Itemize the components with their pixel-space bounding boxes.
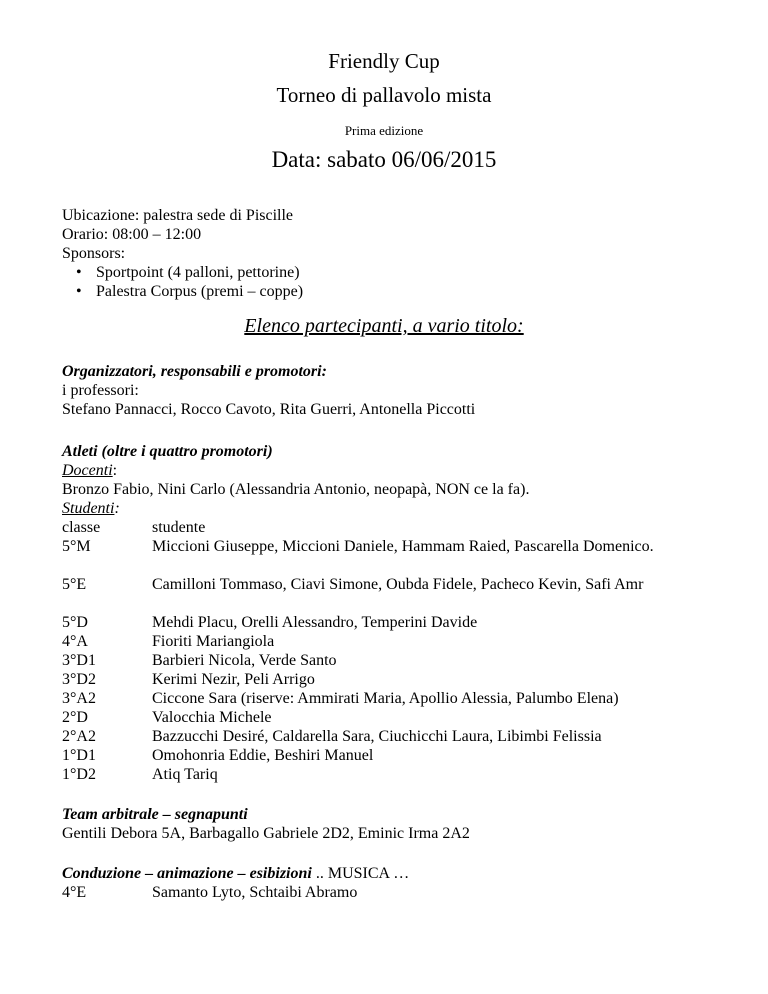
referees-heading: Team arbitrale – segnapunti xyxy=(62,806,248,823)
sponsor-item xyxy=(76,282,303,301)
studenti-label xyxy=(62,499,120,518)
document-title: Friendly Cup xyxy=(328,49,440,73)
studenti-label-text: Studenti xyxy=(62,500,115,517)
table-row-class: 5°M xyxy=(62,538,91,555)
athletes-heading: Atleti (oltre i quattro promotori) xyxy=(62,443,273,460)
table-row-names: Valocchia Michele xyxy=(152,709,272,726)
table-row-class: 3°D2 xyxy=(62,671,96,688)
conduction-names: Samanto Lyto, Schtaibi Abramo xyxy=(152,884,358,901)
table-row-class: 2°D xyxy=(62,709,88,726)
conduction-class: 4°E xyxy=(62,884,87,901)
referees-names: Gentili Debora 5A, Barbagallo Gabriele 2D2, Eminic Irma 2A2 xyxy=(62,825,470,842)
edition-label: Prima edizione xyxy=(344,123,424,138)
docenti-colon: : xyxy=(112,462,118,479)
table-row-names: Omohonria Eddie, Beshiri Manuel xyxy=(152,747,374,764)
table-row-class: 1°D2 xyxy=(62,766,96,783)
conduction-line xyxy=(62,864,409,883)
sponsor-text: Sportpoint (4 palloni, pettorine) xyxy=(96,264,300,281)
table-row-names: Ciccone Sara (riserve: Ammirati Maria, Apollio Alessia, Palumbo Elena) xyxy=(152,690,619,707)
document-subtitle: Torneo di pallavolo mista xyxy=(276,83,492,107)
table-row-names: Camilloni Tommaso, Ciavi Simone, Oubda Fidele, Pacheco Kevin, Safi Amr xyxy=(152,576,644,593)
studenti-colon: : xyxy=(114,500,120,517)
docenti-label xyxy=(62,461,117,480)
table-row-names: Kerimi Nezir, Peli Arrigo xyxy=(152,671,315,688)
table-row-names: Barbieri Nicola, Verde Santo xyxy=(152,652,337,669)
table-row-names: Bazzucchi Desiré, Caldarella Sara, Ciuchicchi Laura, Libimbi Felissia xyxy=(152,728,602,745)
class-column-header: classe xyxy=(62,519,101,536)
table-row-class: 3°D1 xyxy=(62,652,96,669)
table-row-class: 3°A2 xyxy=(62,690,96,707)
table-row-names: Mehdi Placu, Orelli Alessandro, Temperini Davide xyxy=(152,614,478,631)
bullet-icon: • xyxy=(76,264,82,281)
table-row-class: 2°A2 xyxy=(62,728,96,745)
sponsors-label: Sponsors: xyxy=(62,245,126,262)
table-row-names: Miccioni Giuseppe, Miccioni Daniele, Hammam Raied, Pascarella Domenico. xyxy=(152,538,654,555)
conduction-heading: Conduzione – animazione – esibizioni xyxy=(62,865,312,882)
event-date: Data: sabato 06/06/2015 xyxy=(271,147,497,172)
table-row-names: Atiq Tariq xyxy=(152,766,218,783)
table-row-class: 4°A xyxy=(62,633,88,650)
sponsor-item xyxy=(76,263,300,282)
organizers-intro: i professori: xyxy=(62,382,139,399)
participants-heading: Elenco partecipanti, a vario titolo: xyxy=(244,315,524,337)
table-row-class: 1°D1 xyxy=(62,747,96,764)
music-label: .. MUSICA … xyxy=(311,865,410,882)
table-row-class: 5°E xyxy=(62,576,87,593)
time-line: Orario: 08:00 – 12:00 xyxy=(62,226,202,243)
organizers-names: Stefano Pannacci, Rocco Cavoto, Rita Guerri, Antonella Piccotti xyxy=(62,401,476,418)
docenti-label-text: Docenti xyxy=(62,462,113,479)
bullet-icon: • xyxy=(76,283,82,300)
organizers-heading: Organizzatori, responsabili e promotori: xyxy=(62,363,327,380)
table-row-class: 5°D xyxy=(62,614,88,631)
student-column-header: studente xyxy=(152,519,206,536)
docenti-names: Bronzo Fabio, Nini Carlo (Alessandria Antonio, neopapà, NON ce la fa). xyxy=(62,481,530,498)
sponsor-text: Palestra Corpus (premi – coppe) xyxy=(96,283,304,300)
location-line: Ubicazione: palestra sede di Piscille xyxy=(62,207,294,224)
table-row-names: Fioriti Mariangiola xyxy=(152,633,275,650)
